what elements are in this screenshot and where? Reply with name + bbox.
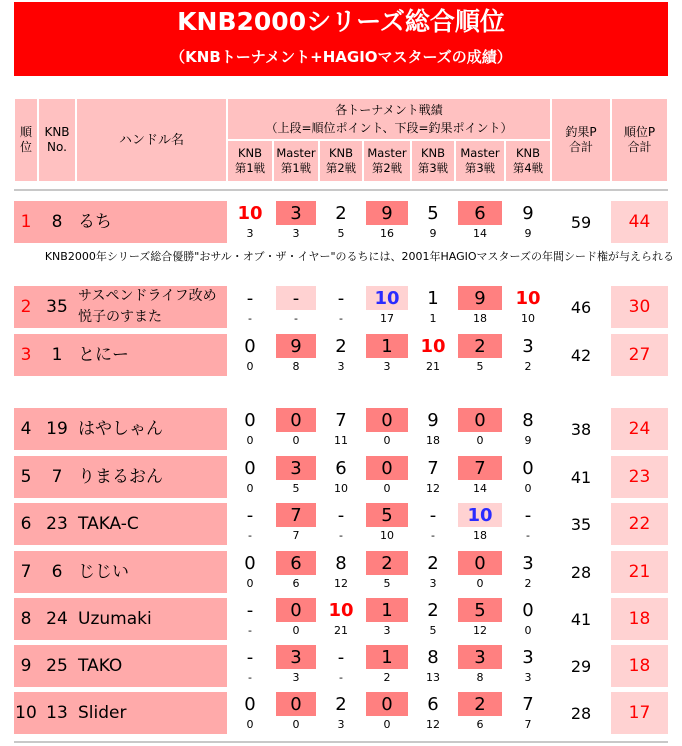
points-cell bbox=[319, 456, 363, 498]
catch-points: 14 bbox=[473, 481, 487, 495]
points-cell bbox=[273, 334, 319, 376]
header-event: Master 第2戦 bbox=[363, 140, 411, 182]
catch-points: - bbox=[248, 623, 252, 637]
points-cell bbox=[505, 692, 551, 734]
points-cell bbox=[411, 645, 455, 687]
rank-total-cell: 18 bbox=[628, 656, 651, 676]
catch-points: 0 bbox=[292, 717, 300, 731]
page-title: KNB2000シリーズ総合順位 bbox=[177, 7, 505, 36]
points-cell bbox=[505, 334, 551, 376]
header-knb-no: KNB No. bbox=[38, 98, 76, 182]
handle-name-cell: はやしゃん bbox=[78, 419, 163, 439]
catch-points: 12 bbox=[334, 576, 348, 590]
rank-total-cell: 27 bbox=[628, 345, 651, 365]
points-cell bbox=[411, 598, 455, 640]
handle-name-cell: りまるおん bbox=[78, 467, 163, 487]
catch-points: 0 bbox=[246, 481, 254, 495]
points-cell bbox=[455, 551, 505, 593]
rank-points: 3 bbox=[276, 645, 316, 669]
points-cell bbox=[319, 551, 363, 593]
knb-no-cell: 23 bbox=[46, 514, 68, 534]
points-cell bbox=[411, 503, 455, 545]
catch-points: 3 bbox=[246, 226, 254, 240]
rank-cell: 7 bbox=[20, 562, 32, 582]
rank-points: 0 bbox=[244, 693, 256, 715]
catch-points: 0 bbox=[383, 433, 391, 447]
points-cell bbox=[227, 692, 273, 734]
knb-no-cell: 6 bbox=[51, 562, 63, 582]
points-cell bbox=[455, 503, 505, 545]
rank-points: 0 bbox=[276, 692, 316, 716]
catch-points: 21 bbox=[426, 359, 440, 373]
handle-name-cell: じじい bbox=[78, 562, 129, 582]
header-handle-name: ハンドル名 bbox=[76, 98, 227, 182]
catch-points: 3 bbox=[337, 359, 345, 373]
rank-points: 0 bbox=[276, 408, 316, 432]
catch-points: - bbox=[248, 311, 252, 325]
points-cell bbox=[363, 598, 411, 640]
handle-name-cell: Slider bbox=[78, 703, 127, 723]
catch-total-cell: 41 bbox=[570, 609, 592, 629]
catch-points: 3 bbox=[429, 576, 437, 590]
rank-points: 5 bbox=[427, 202, 439, 224]
header-event: KNB 第3戦 bbox=[411, 140, 455, 182]
points-cell bbox=[363, 201, 411, 243]
rank-cell: 5 bbox=[20, 467, 32, 487]
catch-points: 10 bbox=[334, 481, 348, 495]
rank-points: 3 bbox=[458, 645, 502, 669]
catch-total-cell: 46 bbox=[570, 297, 592, 317]
points-cell bbox=[227, 456, 273, 498]
points-cell bbox=[273, 598, 319, 640]
rank-points: 10 bbox=[237, 202, 263, 224]
catch-points: 0 bbox=[476, 576, 484, 590]
knb-no-cell: 1 bbox=[51, 345, 63, 365]
rank-cell: 1 bbox=[20, 212, 32, 232]
knb-no-cell: 8 bbox=[51, 212, 63, 232]
catch-points: 8 bbox=[292, 359, 300, 373]
catch-points: 5 bbox=[476, 359, 484, 373]
points-cell bbox=[363, 551, 411, 593]
points-cell bbox=[273, 201, 319, 243]
rank-points: - bbox=[337, 287, 345, 309]
catch-total-cell: 35 bbox=[570, 514, 592, 534]
header-rank: 順 位 bbox=[14, 98, 38, 182]
separator-line bbox=[14, 189, 668, 191]
catch-points: 6 bbox=[476, 717, 484, 731]
rank-points: 2 bbox=[366, 551, 408, 575]
rank-points: 8 bbox=[427, 646, 439, 668]
title-banner bbox=[14, 2, 668, 76]
header-event: KNB 第1戦 bbox=[227, 140, 273, 182]
header-event: KNB 第4戦 bbox=[505, 140, 551, 182]
catch-points: 2 bbox=[383, 670, 391, 684]
champion-note: KNB2000年シリーズ総合優勝"おサル・オブ・ザ・イヤー"のるちには、2001年HAGIOマスターズの年間シード権が与えられる bbox=[44, 250, 674, 263]
points-cell bbox=[505, 408, 551, 450]
rank-points: 8 bbox=[335, 552, 347, 574]
rank-points: - bbox=[337, 646, 345, 668]
rank-total-cell: 24 bbox=[628, 419, 651, 439]
points-cell bbox=[505, 456, 551, 498]
catch-points: 9 bbox=[524, 433, 532, 447]
rank-cell: 3 bbox=[20, 345, 32, 365]
rank-points: 10 bbox=[420, 335, 446, 357]
rank-total-cell: 17 bbox=[628, 703, 651, 723]
handle-name-cell: るち bbox=[78, 212, 112, 232]
points-cell bbox=[455, 456, 505, 498]
rank-total-cell: 21 bbox=[628, 562, 651, 582]
points-cell bbox=[411, 692, 455, 734]
rank-points: 2 bbox=[458, 692, 502, 716]
rank-points: 0 bbox=[458, 408, 502, 432]
knb-no-cell: 24 bbox=[46, 609, 68, 629]
rank-points: - bbox=[246, 599, 254, 621]
points-cell bbox=[273, 503, 319, 545]
rank-points: 9 bbox=[522, 202, 534, 224]
catch-points: 14 bbox=[473, 226, 487, 240]
catch-points: 13 bbox=[426, 670, 440, 684]
points-cell bbox=[227, 551, 273, 593]
knb-no-cell: 19 bbox=[46, 419, 68, 439]
rank-points: 0 bbox=[522, 457, 534, 479]
points-cell bbox=[505, 286, 551, 328]
points-cell bbox=[505, 551, 551, 593]
catch-points: 0 bbox=[246, 717, 254, 731]
rank-points: 2 bbox=[335, 202, 347, 224]
rank-points: 6 bbox=[427, 693, 439, 715]
points-cell bbox=[273, 456, 319, 498]
rank-points: 0 bbox=[244, 335, 256, 357]
points-cell bbox=[319, 408, 363, 450]
catch-points: - bbox=[294, 311, 298, 325]
catch-points: 2 bbox=[524, 576, 532, 590]
catch-points: 5 bbox=[383, 576, 391, 590]
catch-points: - bbox=[248, 528, 252, 542]
rank-total-cell: 22 bbox=[628, 514, 651, 534]
rank-cell: 9 bbox=[20, 656, 32, 676]
catch-points: 6 bbox=[292, 576, 300, 590]
catch-points: 10 bbox=[380, 528, 394, 542]
catch-points: 11 bbox=[334, 433, 348, 447]
points-cell bbox=[455, 645, 505, 687]
rank-points: 0 bbox=[522, 599, 534, 621]
rank-total-cell: 44 bbox=[628, 212, 651, 232]
catch-points: 5 bbox=[292, 481, 300, 495]
points-cell bbox=[227, 598, 273, 640]
points-cell bbox=[411, 456, 455, 498]
rank-points: 7 bbox=[458, 456, 502, 480]
handle-name-cell: Uzumaki bbox=[78, 609, 152, 629]
rank-points: 3 bbox=[276, 456, 316, 480]
rank-points: 0 bbox=[276, 598, 316, 622]
rank-points: 2 bbox=[427, 552, 439, 574]
catch-points: 0 bbox=[524, 623, 532, 637]
catch-points: 10 bbox=[521, 311, 535, 325]
rank-points: 2 bbox=[427, 599, 439, 621]
catch-points: 18 bbox=[473, 311, 487, 325]
rank-points: 2 bbox=[458, 334, 502, 358]
catch-points: - bbox=[526, 528, 530, 542]
points-cell bbox=[273, 551, 319, 593]
catch-points: 7 bbox=[524, 717, 532, 731]
handle-name-cell: とにー bbox=[78, 345, 129, 365]
catch-points: 5 bbox=[429, 623, 437, 637]
points-cell bbox=[227, 334, 273, 376]
rank-points: 7 bbox=[522, 693, 534, 715]
rank-total-cell: 30 bbox=[628, 297, 651, 317]
catch-points: 3 bbox=[292, 226, 300, 240]
rank-points: 7 bbox=[427, 457, 439, 479]
points-cell bbox=[505, 598, 551, 640]
catch-total-cell: 29 bbox=[570, 656, 592, 676]
points-cell bbox=[363, 456, 411, 498]
points-cell bbox=[411, 551, 455, 593]
points-cell bbox=[455, 692, 505, 734]
rank-points: 6 bbox=[335, 457, 347, 479]
rank-points: - bbox=[246, 287, 254, 309]
rank-points: 0 bbox=[244, 552, 256, 574]
points-cell bbox=[505, 201, 551, 243]
knb-no-cell: 35 bbox=[46, 297, 68, 317]
rank-total-cell: 18 bbox=[628, 609, 651, 629]
rank-cell: 8 bbox=[20, 609, 32, 629]
catch-points: 16 bbox=[380, 226, 394, 240]
catch-points: 12 bbox=[473, 623, 487, 637]
catch-points: 12 bbox=[426, 481, 440, 495]
points-cell bbox=[319, 503, 363, 545]
points-cell bbox=[455, 408, 505, 450]
catch-total-cell: 28 bbox=[570, 562, 592, 582]
rank-points: 7 bbox=[276, 503, 316, 527]
rank-total-cell: 23 bbox=[628, 467, 651, 487]
rank-points: - bbox=[337, 504, 345, 526]
points-cell bbox=[319, 334, 363, 376]
catch-points: 3 bbox=[383, 359, 391, 373]
rank-points: 7 bbox=[335, 409, 347, 431]
rank-points: 1 bbox=[427, 287, 439, 309]
catch-total-cell: 59 bbox=[570, 212, 592, 232]
rank-points: - bbox=[429, 504, 437, 526]
points-cell bbox=[411, 408, 455, 450]
rank-points: 1 bbox=[366, 598, 408, 622]
catch-total-cell: 28 bbox=[570, 703, 592, 723]
rank-points: 0 bbox=[244, 457, 256, 479]
points-cell bbox=[273, 645, 319, 687]
points-cell bbox=[227, 645, 273, 687]
rank-points: - bbox=[276, 286, 316, 310]
rank-cell: 6 bbox=[20, 514, 32, 534]
rank-points: 9 bbox=[366, 201, 408, 225]
catch-points: 3 bbox=[383, 623, 391, 637]
catch-total-cell: 42 bbox=[570, 345, 592, 365]
catch-points: 0 bbox=[524, 481, 532, 495]
knb-no-cell: 13 bbox=[46, 703, 68, 723]
points-cell bbox=[319, 286, 363, 328]
catch-points: - bbox=[339, 528, 343, 542]
rank-points: 10 bbox=[515, 287, 541, 309]
catch-points: 7 bbox=[292, 528, 300, 542]
rank-points: 6 bbox=[276, 551, 316, 575]
rank-points: 2 bbox=[335, 693, 347, 715]
points-cell bbox=[505, 503, 551, 545]
points-cell bbox=[273, 692, 319, 734]
handle-name-cell: サスペンドライフ改め 悦子のすまた bbox=[78, 288, 217, 325]
rank-cell: 2 bbox=[20, 297, 32, 317]
catch-points: 3 bbox=[337, 717, 345, 731]
catch-points: - bbox=[431, 528, 435, 542]
points-cell bbox=[411, 334, 455, 376]
catch-total-cell: 41 bbox=[570, 467, 592, 487]
rank-points: 3 bbox=[522, 335, 534, 357]
rank-points: 3 bbox=[522, 552, 534, 574]
rank-points: 2 bbox=[335, 335, 347, 357]
catch-points: 3 bbox=[524, 670, 532, 684]
points-cell bbox=[363, 286, 411, 328]
header-tournament-group: 各トーナメント戦績 （上段=順位ポイント、下段=釣果ポイント） bbox=[227, 98, 551, 140]
rank-points: 0 bbox=[366, 408, 408, 432]
points-cell bbox=[319, 598, 363, 640]
handle-name-cell: TAKO bbox=[78, 656, 123, 676]
catch-points: 1 bbox=[429, 311, 437, 325]
points-cell bbox=[363, 645, 411, 687]
catch-points: 0 bbox=[246, 433, 254, 447]
catch-points: 0 bbox=[292, 623, 300, 637]
catch-points: 18 bbox=[426, 433, 440, 447]
rank-points: 0 bbox=[366, 456, 408, 480]
catch-points: 8 bbox=[476, 670, 484, 684]
rank-points: 10 bbox=[328, 599, 354, 621]
header-event: Master 第3戦 bbox=[455, 140, 505, 182]
catch-points: 12 bbox=[426, 717, 440, 731]
header-event: KNB 第2戦 bbox=[319, 140, 363, 182]
separator-line bbox=[14, 741, 668, 743]
rank-points: - bbox=[246, 646, 254, 668]
catch-points: - bbox=[339, 670, 343, 684]
catch-points: 0 bbox=[383, 717, 391, 731]
catch-points: - bbox=[339, 311, 343, 325]
catch-points: 2 bbox=[524, 359, 532, 373]
rank-points: 10 bbox=[458, 503, 502, 527]
points-cell bbox=[273, 408, 319, 450]
rank-cell: 4 bbox=[20, 419, 32, 439]
knb-no-cell: 25 bbox=[46, 656, 68, 676]
rank-points: 3 bbox=[276, 201, 316, 225]
handle-name-cell: TAKA-C bbox=[78, 514, 139, 534]
rank-points: - bbox=[246, 504, 254, 526]
knb-no-cell: 7 bbox=[51, 467, 63, 487]
header-rank-total: 順位P 合計 bbox=[611, 98, 668, 182]
points-cell bbox=[411, 201, 455, 243]
catch-points: 9 bbox=[524, 226, 532, 240]
points-cell bbox=[227, 503, 273, 545]
points-cell bbox=[319, 692, 363, 734]
rank-points: 9 bbox=[458, 286, 502, 310]
rank-points: 9 bbox=[276, 334, 316, 358]
rank-points: 0 bbox=[366, 692, 408, 716]
header-event: Master 第1戦 bbox=[273, 140, 319, 182]
catch-points: 18 bbox=[473, 528, 487, 542]
points-cell bbox=[319, 645, 363, 687]
points-cell bbox=[363, 692, 411, 734]
points-cell bbox=[363, 334, 411, 376]
rank-points: 5 bbox=[366, 503, 408, 527]
catch-points: 0 bbox=[476, 433, 484, 447]
points-cell bbox=[363, 408, 411, 450]
points-cell bbox=[411, 286, 455, 328]
header-catch-total: 釣果P 合計 bbox=[551, 98, 611, 182]
catch-points: 0 bbox=[292, 433, 300, 447]
points-cell bbox=[227, 201, 273, 243]
catch-total-cell: 38 bbox=[570, 419, 592, 439]
points-cell bbox=[227, 286, 273, 328]
rank-points: 9 bbox=[427, 409, 439, 431]
rank-cell: 10 bbox=[15, 703, 37, 723]
points-cell bbox=[227, 408, 273, 450]
points-cell bbox=[363, 503, 411, 545]
points-cell bbox=[273, 286, 319, 328]
points-cell bbox=[455, 334, 505, 376]
catch-points: 17 bbox=[380, 311, 394, 325]
rank-points: 0 bbox=[458, 551, 502, 575]
points-cell bbox=[455, 201, 505, 243]
catch-points: 9 bbox=[429, 226, 437, 240]
catch-points: 21 bbox=[334, 623, 348, 637]
rank-points: 0 bbox=[244, 409, 256, 431]
points-cell bbox=[505, 645, 551, 687]
catch-points: 0 bbox=[383, 481, 391, 495]
catch-points: 3 bbox=[292, 670, 300, 684]
rank-points: 3 bbox=[522, 646, 534, 668]
rank-points: 1 bbox=[366, 334, 408, 358]
rank-points: - bbox=[524, 504, 532, 526]
points-cell bbox=[319, 201, 363, 243]
catch-points: 0 bbox=[246, 576, 254, 590]
rank-points: 8 bbox=[522, 409, 534, 431]
catch-points: 5 bbox=[337, 226, 345, 240]
rank-points: 10 bbox=[366, 286, 408, 310]
points-cell bbox=[455, 286, 505, 328]
page-subtitle: （KNBトーナメント+HAGIOマスターズの成績） bbox=[170, 48, 512, 66]
catch-points: - bbox=[248, 670, 252, 684]
points-cell bbox=[455, 598, 505, 640]
rank-points: 6 bbox=[458, 201, 502, 225]
catch-points: 0 bbox=[246, 359, 254, 373]
rank-points: 1 bbox=[366, 645, 408, 669]
rank-points: 5 bbox=[458, 598, 502, 622]
